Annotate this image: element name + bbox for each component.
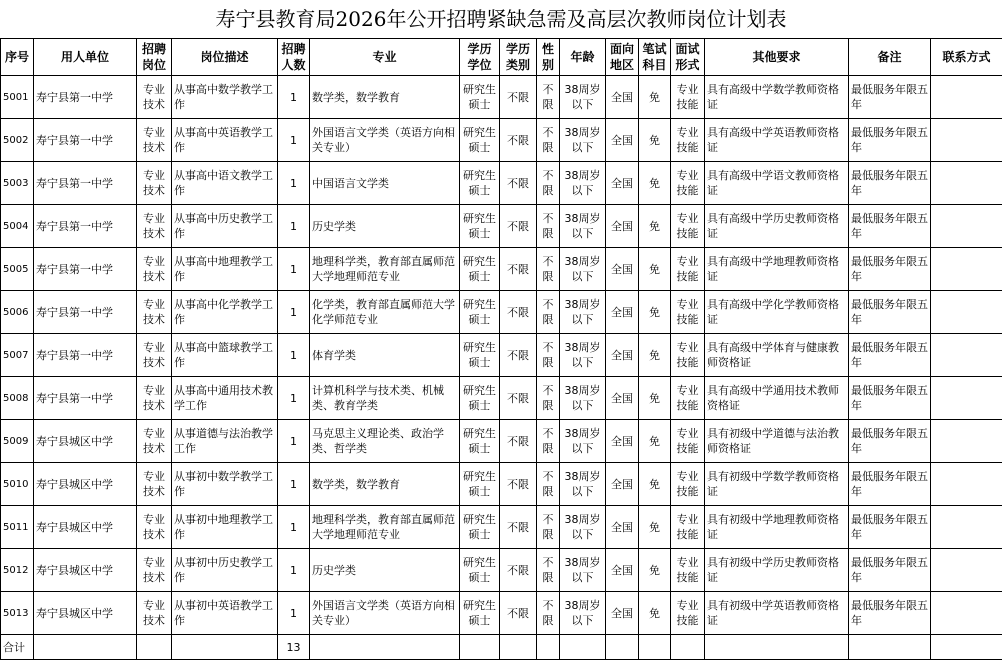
degree-type-cell: 不限 — [500, 377, 537, 420]
hire-count-cell: 1 — [278, 592, 310, 635]
header-cell: 学历学位 — [460, 39, 500, 76]
empty-cell — [34, 635, 137, 660]
degree-cell: 研究生硕士 — [460, 420, 500, 463]
employer-unit-cell: 寿宁县第一中学 — [34, 291, 137, 334]
region-cell: 全国 — [606, 592, 639, 635]
empty-cell — [460, 635, 500, 660]
employer-unit-cell: 寿宁县城区中学 — [34, 463, 137, 506]
post-id-cell: 5011 — [1, 506, 34, 549]
other-requirements-cell: 具有高级中学英语教师资格证 — [705, 119, 849, 162]
other-requirements-cell: 具有高级中学语文教师资格证 — [705, 162, 849, 205]
major-requirement-cell: 体育学类 — [310, 334, 460, 377]
major-requirement-cell: 数学类，数学教育 — [310, 463, 460, 506]
region-cell: 全国 — [606, 549, 639, 592]
post-description-cell: 从事高中英语教学工作 — [172, 119, 278, 162]
degree-cell: 研究生硕士 — [460, 592, 500, 635]
header-cell: 学历类别 — [500, 39, 537, 76]
region-cell: 全国 — [606, 420, 639, 463]
degree-type-cell: 不限 — [500, 463, 537, 506]
other-requirements-cell: 具有高级中学体育与健康教师资格证 — [705, 334, 849, 377]
degree-type-cell: 不限 — [500, 76, 537, 119]
contact-info-cell — [931, 205, 1002, 248]
table-row — [1, 334, 1002, 377]
contact-info-cell — [931, 334, 1002, 377]
written-exam-cell: 免 — [639, 334, 671, 377]
header-cell: 面向地区 — [606, 39, 639, 76]
other-requirements-cell: 具有高级中学历史教师资格证 — [705, 205, 849, 248]
table-row — [1, 420, 1002, 463]
other-requirements-cell: 具有高级中学通用技术教师资格证 — [705, 377, 849, 420]
region-cell: 全国 — [606, 119, 639, 162]
written-exam-cell: 免 — [639, 549, 671, 592]
major-requirement-cell: 地理科学类，教育部直属师范大学地理师范专业 — [310, 248, 460, 291]
table-row — [1, 76, 1002, 119]
age-limit-cell: 38周岁以下 — [560, 592, 606, 635]
degree-cell: 研究生硕士 — [460, 76, 500, 119]
header-cell: 招聘人数 — [278, 39, 310, 76]
degree-cell: 研究生硕士 — [460, 205, 500, 248]
post-type-cell: 专业技术 — [137, 205, 172, 248]
empty-cell — [172, 635, 278, 660]
degree-cell: 研究生硕士 — [460, 291, 500, 334]
other-requirements-cell: 具有高级中学数学教师资格证 — [705, 76, 849, 119]
empty-cell — [671, 635, 705, 660]
employer-unit-cell: 寿宁县第一中学 — [34, 205, 137, 248]
age-limit-cell: 38周岁以下 — [560, 76, 606, 119]
employer-unit-cell: 寿宁县城区中学 — [34, 592, 137, 635]
age-limit-cell: 38周岁以下 — [560, 205, 606, 248]
total-count: 13 — [278, 635, 310, 660]
gender-cell: 不限 — [537, 549, 560, 592]
post-type-cell: 专业技术 — [137, 377, 172, 420]
region-cell: 全国 — [606, 334, 639, 377]
remarks-cell: 最低服务年限五年 — [849, 463, 931, 506]
employer-unit-cell: 寿宁县第一中学 — [34, 162, 137, 205]
age-limit-cell: 38周岁以下 — [560, 549, 606, 592]
table-row — [1, 549, 1002, 592]
major-requirement-cell: 历史学类 — [310, 549, 460, 592]
post-id-cell: 5010 — [1, 463, 34, 506]
written-exam-cell: 免 — [639, 377, 671, 420]
header-cell: 年龄 — [560, 39, 606, 76]
gender-cell: 不限 — [537, 291, 560, 334]
major-requirement-cell: 数学类，数学教育 — [310, 76, 460, 119]
contact-info-cell — [931, 506, 1002, 549]
post-type-cell: 专业技术 — [137, 291, 172, 334]
degree-type-cell: 不限 — [500, 592, 537, 635]
major-requirement-cell: 化学类，教育部直属师范大学化学师范专业 — [310, 291, 460, 334]
degree-type-cell: 不限 — [500, 162, 537, 205]
major-requirement-cell: 外国语言文学类（英语方向相关专业） — [310, 119, 460, 162]
total-row — [1, 635, 1002, 660]
gender-cell: 不限 — [537, 377, 560, 420]
header-cell: 备注 — [849, 39, 931, 76]
age-limit-cell: 38周岁以下 — [560, 162, 606, 205]
post-description-cell: 从事高中语文教学工作 — [172, 162, 278, 205]
age-limit-cell: 38周岁以下 — [560, 506, 606, 549]
interview-form-cell: 专业技能 — [671, 377, 705, 420]
written-exam-cell: 免 — [639, 592, 671, 635]
contact-info-cell — [931, 162, 1002, 205]
interview-form-cell: 专业技能 — [671, 248, 705, 291]
degree-type-cell: 不限 — [500, 506, 537, 549]
employer-unit-cell: 寿宁县城区中学 — [34, 506, 137, 549]
gender-cell: 不限 — [537, 592, 560, 635]
degree-cell: 研究生硕士 — [460, 119, 500, 162]
empty-cell — [639, 635, 671, 660]
hire-count-cell: 1 — [278, 506, 310, 549]
written-exam-cell: 免 — [639, 420, 671, 463]
post-id-cell: 5008 — [1, 377, 34, 420]
recruitment-table — [0, 38, 1002, 660]
degree-cell: 研究生硕士 — [460, 162, 500, 205]
age-limit-cell: 38周岁以下 — [560, 334, 606, 377]
post-description-cell: 从事高中数学教学工作 — [172, 76, 278, 119]
hire-count-cell: 1 — [278, 76, 310, 119]
post-description-cell: 从事初中历史教学工作 — [172, 549, 278, 592]
remarks-cell: 最低服务年限五年 — [849, 119, 931, 162]
header-cell: 面试形式 — [671, 39, 705, 76]
age-limit-cell: 38周岁以下 — [560, 463, 606, 506]
remarks-cell: 最低服务年限五年 — [849, 162, 931, 205]
gender-cell: 不限 — [537, 162, 560, 205]
degree-type-cell: 不限 — [500, 420, 537, 463]
major-requirement-cell: 中国语言文学类 — [310, 162, 460, 205]
other-requirements-cell: 具有初级中学英语教师资格证 — [705, 592, 849, 635]
other-requirements-cell: 具有初级中学道德与法治教师资格证 — [705, 420, 849, 463]
interview-form-cell: 专业技能 — [671, 463, 705, 506]
region-cell: 全国 — [606, 76, 639, 119]
post-description-cell: 从事高中历史教学工作 — [172, 205, 278, 248]
major-requirement-cell: 马克思主义理论类、政治学类、哲学类 — [310, 420, 460, 463]
gender-cell: 不限 — [537, 76, 560, 119]
table-row — [1, 291, 1002, 334]
post-type-cell: 专业技术 — [137, 592, 172, 635]
contact-info-cell — [931, 463, 1002, 506]
remarks-cell: 最低服务年限五年 — [849, 420, 931, 463]
gender-cell: 不限 — [537, 463, 560, 506]
contact-info-cell — [931, 592, 1002, 635]
hire-count-cell: 1 — [278, 205, 310, 248]
post-id-cell: 5007 — [1, 334, 34, 377]
table-row — [1, 377, 1002, 420]
remarks-cell: 最低服务年限五年 — [849, 549, 931, 592]
header-cell: 其他要求 — [705, 39, 849, 76]
employer-unit-cell: 寿宁县第一中学 — [34, 119, 137, 162]
interview-form-cell: 专业技能 — [671, 506, 705, 549]
post-type-cell: 专业技术 — [137, 76, 172, 119]
region-cell: 全国 — [606, 248, 639, 291]
hire-count-cell: 1 — [278, 549, 310, 592]
interview-form-cell: 专业技能 — [671, 291, 705, 334]
page-title: 寿宁县教育局2026年公开招聘紧缺急需及高层次教师岗位计划表 — [215, 7, 787, 31]
post-id-cell: 5001 — [1, 76, 34, 119]
interview-form-cell: 专业技能 — [671, 592, 705, 635]
degree-type-cell: 不限 — [500, 291, 537, 334]
written-exam-cell: 免 — [639, 205, 671, 248]
gender-cell: 不限 — [537, 119, 560, 162]
post-id-cell: 5012 — [1, 549, 34, 592]
degree-cell: 研究生硕士 — [460, 549, 500, 592]
degree-type-cell: 不限 — [500, 205, 537, 248]
employer-unit-cell: 寿宁县第一中学 — [34, 377, 137, 420]
empty-cell — [705, 635, 849, 660]
remarks-cell: 最低服务年限五年 — [849, 205, 931, 248]
post-id-cell: 5004 — [1, 205, 34, 248]
employer-unit-cell: 寿宁县第一中学 — [34, 334, 137, 377]
degree-cell: 研究生硕士 — [460, 463, 500, 506]
empty-cell — [849, 635, 931, 660]
age-limit-cell: 38周岁以下 — [560, 248, 606, 291]
interview-form-cell: 专业技能 — [671, 334, 705, 377]
post-type-cell: 专业技术 — [137, 463, 172, 506]
written-exam-cell: 免 — [639, 291, 671, 334]
empty-cell — [606, 635, 639, 660]
region-cell: 全国 — [606, 162, 639, 205]
post-description-cell: 从事高中化学教学工作 — [172, 291, 278, 334]
written-exam-cell: 免 — [639, 463, 671, 506]
hire-count-cell: 1 — [278, 463, 310, 506]
written-exam-cell: 免 — [639, 119, 671, 162]
other-requirements-cell: 具有初级中学历史教师资格证 — [705, 549, 849, 592]
hire-count-cell: 1 — [278, 377, 310, 420]
post-description-cell: 从事高中通用技术教学工作 — [172, 377, 278, 420]
table-row — [1, 162, 1002, 205]
region-cell: 全国 — [606, 463, 639, 506]
other-requirements-cell: 具有高级中学地理教师资格证 — [705, 248, 849, 291]
post-type-cell: 专业技术 — [137, 248, 172, 291]
interview-form-cell: 专业技能 — [671, 205, 705, 248]
gender-cell: 不限 — [537, 420, 560, 463]
header-cell: 性别 — [537, 39, 560, 76]
empty-cell — [500, 635, 537, 660]
contact-info-cell — [931, 420, 1002, 463]
employer-unit-cell: 寿宁县第一中学 — [34, 76, 137, 119]
contact-info-cell — [931, 377, 1002, 420]
interview-form-cell: 专业技能 — [671, 76, 705, 119]
post-id-cell: 5013 — [1, 592, 34, 635]
header-cell: 笔试科目 — [639, 39, 671, 76]
region-cell: 全国 — [606, 506, 639, 549]
employer-unit-cell: 寿宁县城区中学 — [34, 420, 137, 463]
age-limit-cell: 38周岁以下 — [560, 377, 606, 420]
post-type-cell: 专业技术 — [137, 506, 172, 549]
post-type-cell: 专业技术 — [137, 162, 172, 205]
table-row — [1, 205, 1002, 248]
interview-form-cell: 专业技能 — [671, 549, 705, 592]
header-row — [1, 39, 1002, 76]
major-requirement-cell: 地理科学类，教育部直属师范大学地理师范专业 — [310, 506, 460, 549]
post-description-cell: 从事初中英语教学工作 — [172, 592, 278, 635]
contact-info-cell — [931, 549, 1002, 592]
header-cell: 招聘岗位 — [137, 39, 172, 76]
gender-cell: 不限 — [537, 205, 560, 248]
major-requirement-cell: 计算机科学与技术类、机械类、教育学类 — [310, 377, 460, 420]
employer-unit-cell: 寿宁县第一中学 — [34, 248, 137, 291]
age-limit-cell: 38周岁以下 — [560, 119, 606, 162]
degree-cell: 研究生硕士 — [460, 506, 500, 549]
written-exam-cell: 免 — [639, 506, 671, 549]
hire-count-cell: 1 — [278, 119, 310, 162]
table-row — [1, 592, 1002, 635]
total-label: 合计 — [1, 635, 34, 660]
contact-info-cell — [931, 119, 1002, 162]
written-exam-cell: 免 — [639, 162, 671, 205]
post-id-cell: 5005 — [1, 248, 34, 291]
gender-cell: 不限 — [537, 506, 560, 549]
remarks-cell: 最低服务年限五年 — [849, 334, 931, 377]
hire-count-cell: 1 — [278, 291, 310, 334]
written-exam-cell: 免 — [639, 248, 671, 291]
gender-cell: 不限 — [537, 248, 560, 291]
post-description-cell: 从事初中数学教学工作 — [172, 463, 278, 506]
other-requirements-cell: 具有初级中学数学教师资格证 — [705, 463, 849, 506]
empty-cell — [560, 635, 606, 660]
region-cell: 全国 — [606, 205, 639, 248]
degree-type-cell: 不限 — [500, 334, 537, 377]
remarks-cell: 最低服务年限五年 — [849, 248, 931, 291]
gender-cell: 不限 — [537, 334, 560, 377]
post-description-cell: 从事初中地理教学工作 — [172, 506, 278, 549]
age-limit-cell: 38周岁以下 — [560, 420, 606, 463]
other-requirements-cell: 具有初级中学地理教师资格证 — [705, 506, 849, 549]
contact-info-cell — [931, 248, 1002, 291]
age-limit-cell: 38周岁以下 — [560, 291, 606, 334]
remarks-cell: 最低服务年限五年 — [849, 506, 931, 549]
header-cell: 序号 — [1, 39, 34, 76]
empty-cell — [931, 635, 1002, 660]
interview-form-cell: 专业技能 — [671, 162, 705, 205]
post-description-cell: 从事高中地理教学工作 — [172, 248, 278, 291]
interview-form-cell: 专业技能 — [671, 420, 705, 463]
table-row — [1, 119, 1002, 162]
post-type-cell: 专业技术 — [137, 119, 172, 162]
header-cell: 联系方式 — [931, 39, 1002, 76]
hire-count-cell: 1 — [278, 334, 310, 377]
major-requirement-cell: 历史学类 — [310, 205, 460, 248]
post-type-cell: 专业技术 — [137, 420, 172, 463]
region-cell: 全国 — [606, 377, 639, 420]
other-requirements-cell: 具有高级中学化学教师资格证 — [705, 291, 849, 334]
remarks-cell: 最低服务年限五年 — [849, 377, 931, 420]
empty-cell — [137, 635, 172, 660]
post-type-cell: 专业技术 — [137, 549, 172, 592]
table-row — [1, 506, 1002, 549]
contact-info-cell — [931, 291, 1002, 334]
contact-info-cell — [931, 76, 1002, 119]
header-cell: 岗位描述 — [172, 39, 278, 76]
degree-cell: 研究生硕士 — [460, 334, 500, 377]
hire-count-cell: 1 — [278, 420, 310, 463]
degree-type-cell: 不限 — [500, 119, 537, 162]
post-id-cell: 5009 — [1, 420, 34, 463]
header-cell: 用人单位 — [34, 39, 137, 76]
degree-cell: 研究生硕士 — [460, 248, 500, 291]
empty-cell — [537, 635, 560, 660]
post-description-cell: 从事道德与法治教学工作 — [172, 420, 278, 463]
remarks-cell: 最低服务年限五年 — [849, 592, 931, 635]
employer-unit-cell: 寿宁县城区中学 — [34, 549, 137, 592]
header-cell: 专业 — [310, 39, 460, 76]
table-row — [1, 248, 1002, 291]
degree-cell: 研究生硕士 — [460, 377, 500, 420]
degree-type-cell: 不限 — [500, 549, 537, 592]
written-exam-cell: 免 — [639, 76, 671, 119]
table-row — [1, 463, 1002, 506]
major-requirement-cell: 外国语言文学类（英语方向相关专业） — [310, 592, 460, 635]
interview-form-cell: 专业技能 — [671, 119, 705, 162]
empty-cell — [310, 635, 460, 660]
post-id-cell: 5006 — [1, 291, 34, 334]
post-type-cell: 专业技术 — [137, 334, 172, 377]
hire-count-cell: 1 — [278, 162, 310, 205]
remarks-cell: 最低服务年限五年 — [849, 76, 931, 119]
degree-type-cell: 不限 — [500, 248, 537, 291]
hire-count-cell: 1 — [278, 248, 310, 291]
post-description-cell: 从事高中篮球教学工作 — [172, 334, 278, 377]
remarks-cell: 最低服务年限五年 — [849, 291, 931, 334]
post-id-cell: 5003 — [1, 162, 34, 205]
post-id-cell: 5002 — [1, 119, 34, 162]
region-cell: 全国 — [606, 291, 639, 334]
